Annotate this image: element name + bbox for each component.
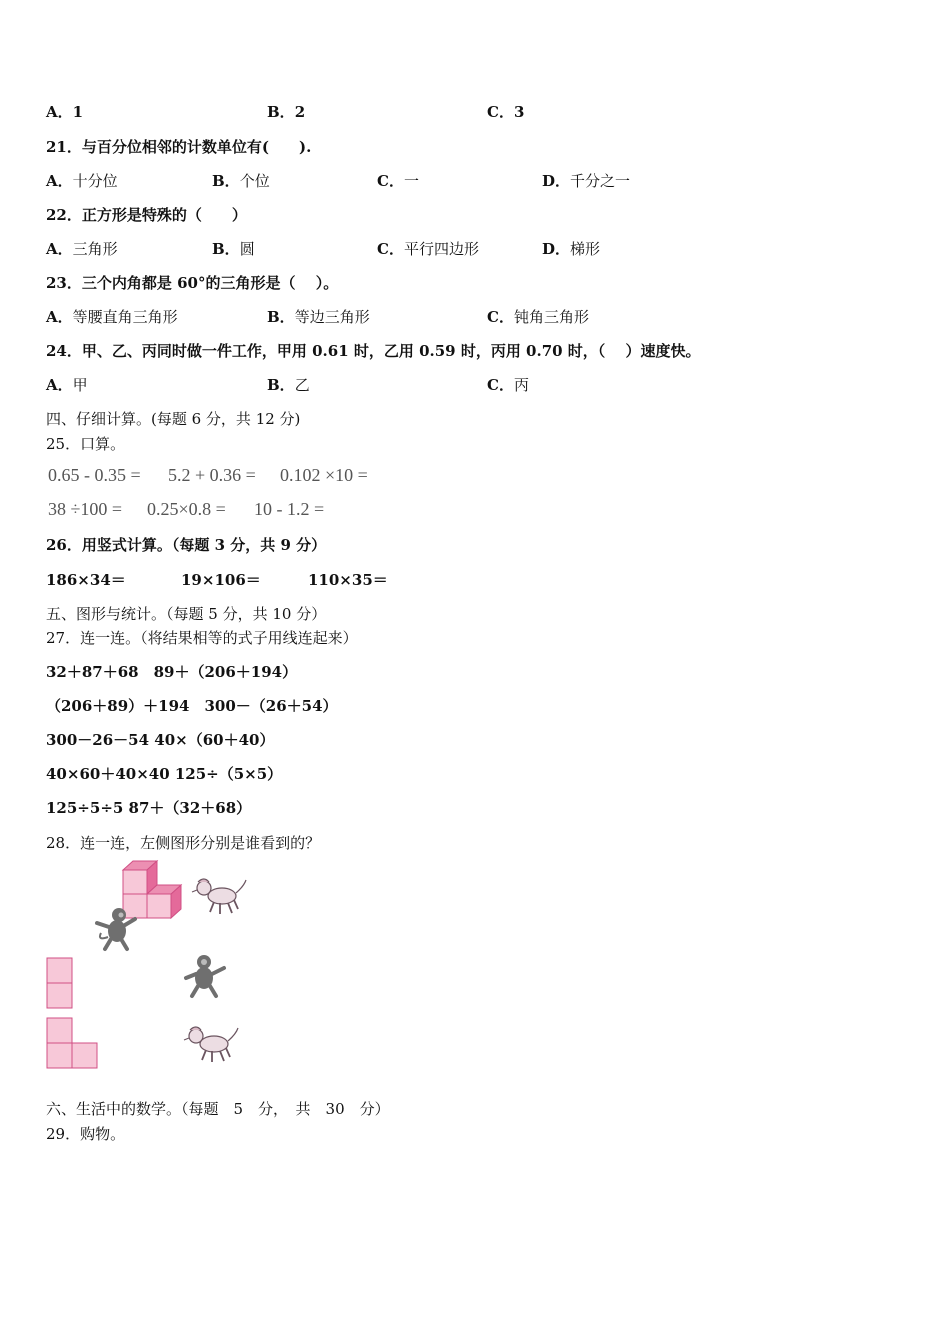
q22-option-a[interactable]: A．三角形 bbox=[46, 240, 118, 258]
section-6-title: 六、生活中的数学。（每题 5 分， 共 30 分） bbox=[46, 1100, 390, 1118]
q27-row: 32＋87＋68 89＋（206＋194） bbox=[46, 663, 298, 681]
q21-stem: 21．与百分位相邻的计数单位有( ). bbox=[46, 138, 312, 156]
q27-row: 40×60＋40×40 125÷（5×5） bbox=[46, 765, 283, 783]
q24-option-c[interactable]: C．丙 bbox=[487, 376, 529, 394]
q20-option-a[interactable]: A．1 bbox=[46, 103, 84, 121]
q21-option-a[interactable]: A．十分位 bbox=[46, 172, 118, 190]
q26-item-2: 19×106＝ bbox=[181, 571, 261, 589]
q28-stem: 28．连一连，左侧图形分别是谁看到的？ bbox=[46, 834, 321, 852]
q21-option-c[interactable]: C．一 bbox=[377, 172, 419, 190]
dog-icon bbox=[182, 1024, 240, 1066]
q23-option-a[interactable]: A．等腰直角三角形 bbox=[46, 308, 178, 326]
q27-stem: 27．连一连。（将结果相等的式子用线连起来） bbox=[46, 629, 358, 647]
q25-calc-4: 38 ÷100 = bbox=[48, 499, 123, 519]
monkey-icon bbox=[93, 907, 139, 951]
q26-item-1: 186×34＝ bbox=[46, 571, 126, 589]
view-figure-vertical bbox=[46, 957, 74, 1009]
q22-option-d[interactable]: D．梯形 bbox=[542, 240, 601, 258]
q20-option-c[interactable]: C．3 bbox=[487, 103, 525, 121]
section-5-title: 五、图形与统计。（每题 5 分，共 10 分） bbox=[46, 605, 327, 623]
q25-calc-2: 5.2 + 0.36 = bbox=[168, 465, 256, 485]
q27-row: （206＋89）＋194 300－（26＋54） bbox=[46, 697, 338, 715]
q25-calc-1: 0.65 - 0.35 = bbox=[48, 465, 141, 485]
q21-option-b[interactable]: B．个位 bbox=[212, 172, 270, 190]
q25-stem: 25．口算。 bbox=[46, 435, 126, 453]
q25-calc-3: 0.102 ×10 = bbox=[280, 465, 368, 485]
q22-stem: 22．正方形是特殊的（ ） bbox=[46, 206, 247, 224]
q21-option-d[interactable]: D．千分之一 bbox=[542, 172, 631, 190]
view-figure-l-shape bbox=[46, 1017, 100, 1069]
dog-icon bbox=[190, 876, 248, 918]
q24-stem: 24．甲、乙、丙同时做一件工作，甲用 0.61 时，乙用 0.59 时，丙用 0.70 时，（ ）速度快。 bbox=[46, 342, 701, 360]
section-4-title: 四、仔细计算。(每题 6 分，共 12 分) bbox=[46, 410, 301, 428]
q22-option-c[interactable]: C．平行四边形 bbox=[377, 240, 479, 258]
q22-option-b[interactable]: B．圆 bbox=[212, 240, 255, 258]
q25-calc-6: 10 - 1.2 = bbox=[254, 499, 325, 519]
q23-option-b[interactable]: B．等边三角形 bbox=[267, 308, 370, 326]
q26-item-3: 110×35＝ bbox=[308, 571, 388, 589]
q26-stem: 26．用竖式计算。（每题 3 分，共 9 分） bbox=[46, 536, 327, 554]
q27-row: 125÷5÷5 87＋（32＋68） bbox=[46, 799, 252, 817]
q20-option-b[interactable]: B．2 bbox=[267, 103, 306, 121]
q24-option-b[interactable]: B．乙 bbox=[267, 376, 310, 394]
monkey-icon bbox=[182, 954, 228, 998]
q23-stem: 23．三个内角都是 60°的三角形是（ ）。 bbox=[46, 274, 339, 292]
q23-option-c[interactable]: C．钝角三角形 bbox=[487, 308, 589, 326]
q24-option-a[interactable]: A．甲 bbox=[46, 376, 88, 394]
q29-stem: 29．购物。 bbox=[46, 1125, 126, 1143]
q25-calc-5: 0.25×0.8 = bbox=[147, 499, 226, 519]
q27-row: 300－26－54 40×（60＋40） bbox=[46, 731, 275, 749]
